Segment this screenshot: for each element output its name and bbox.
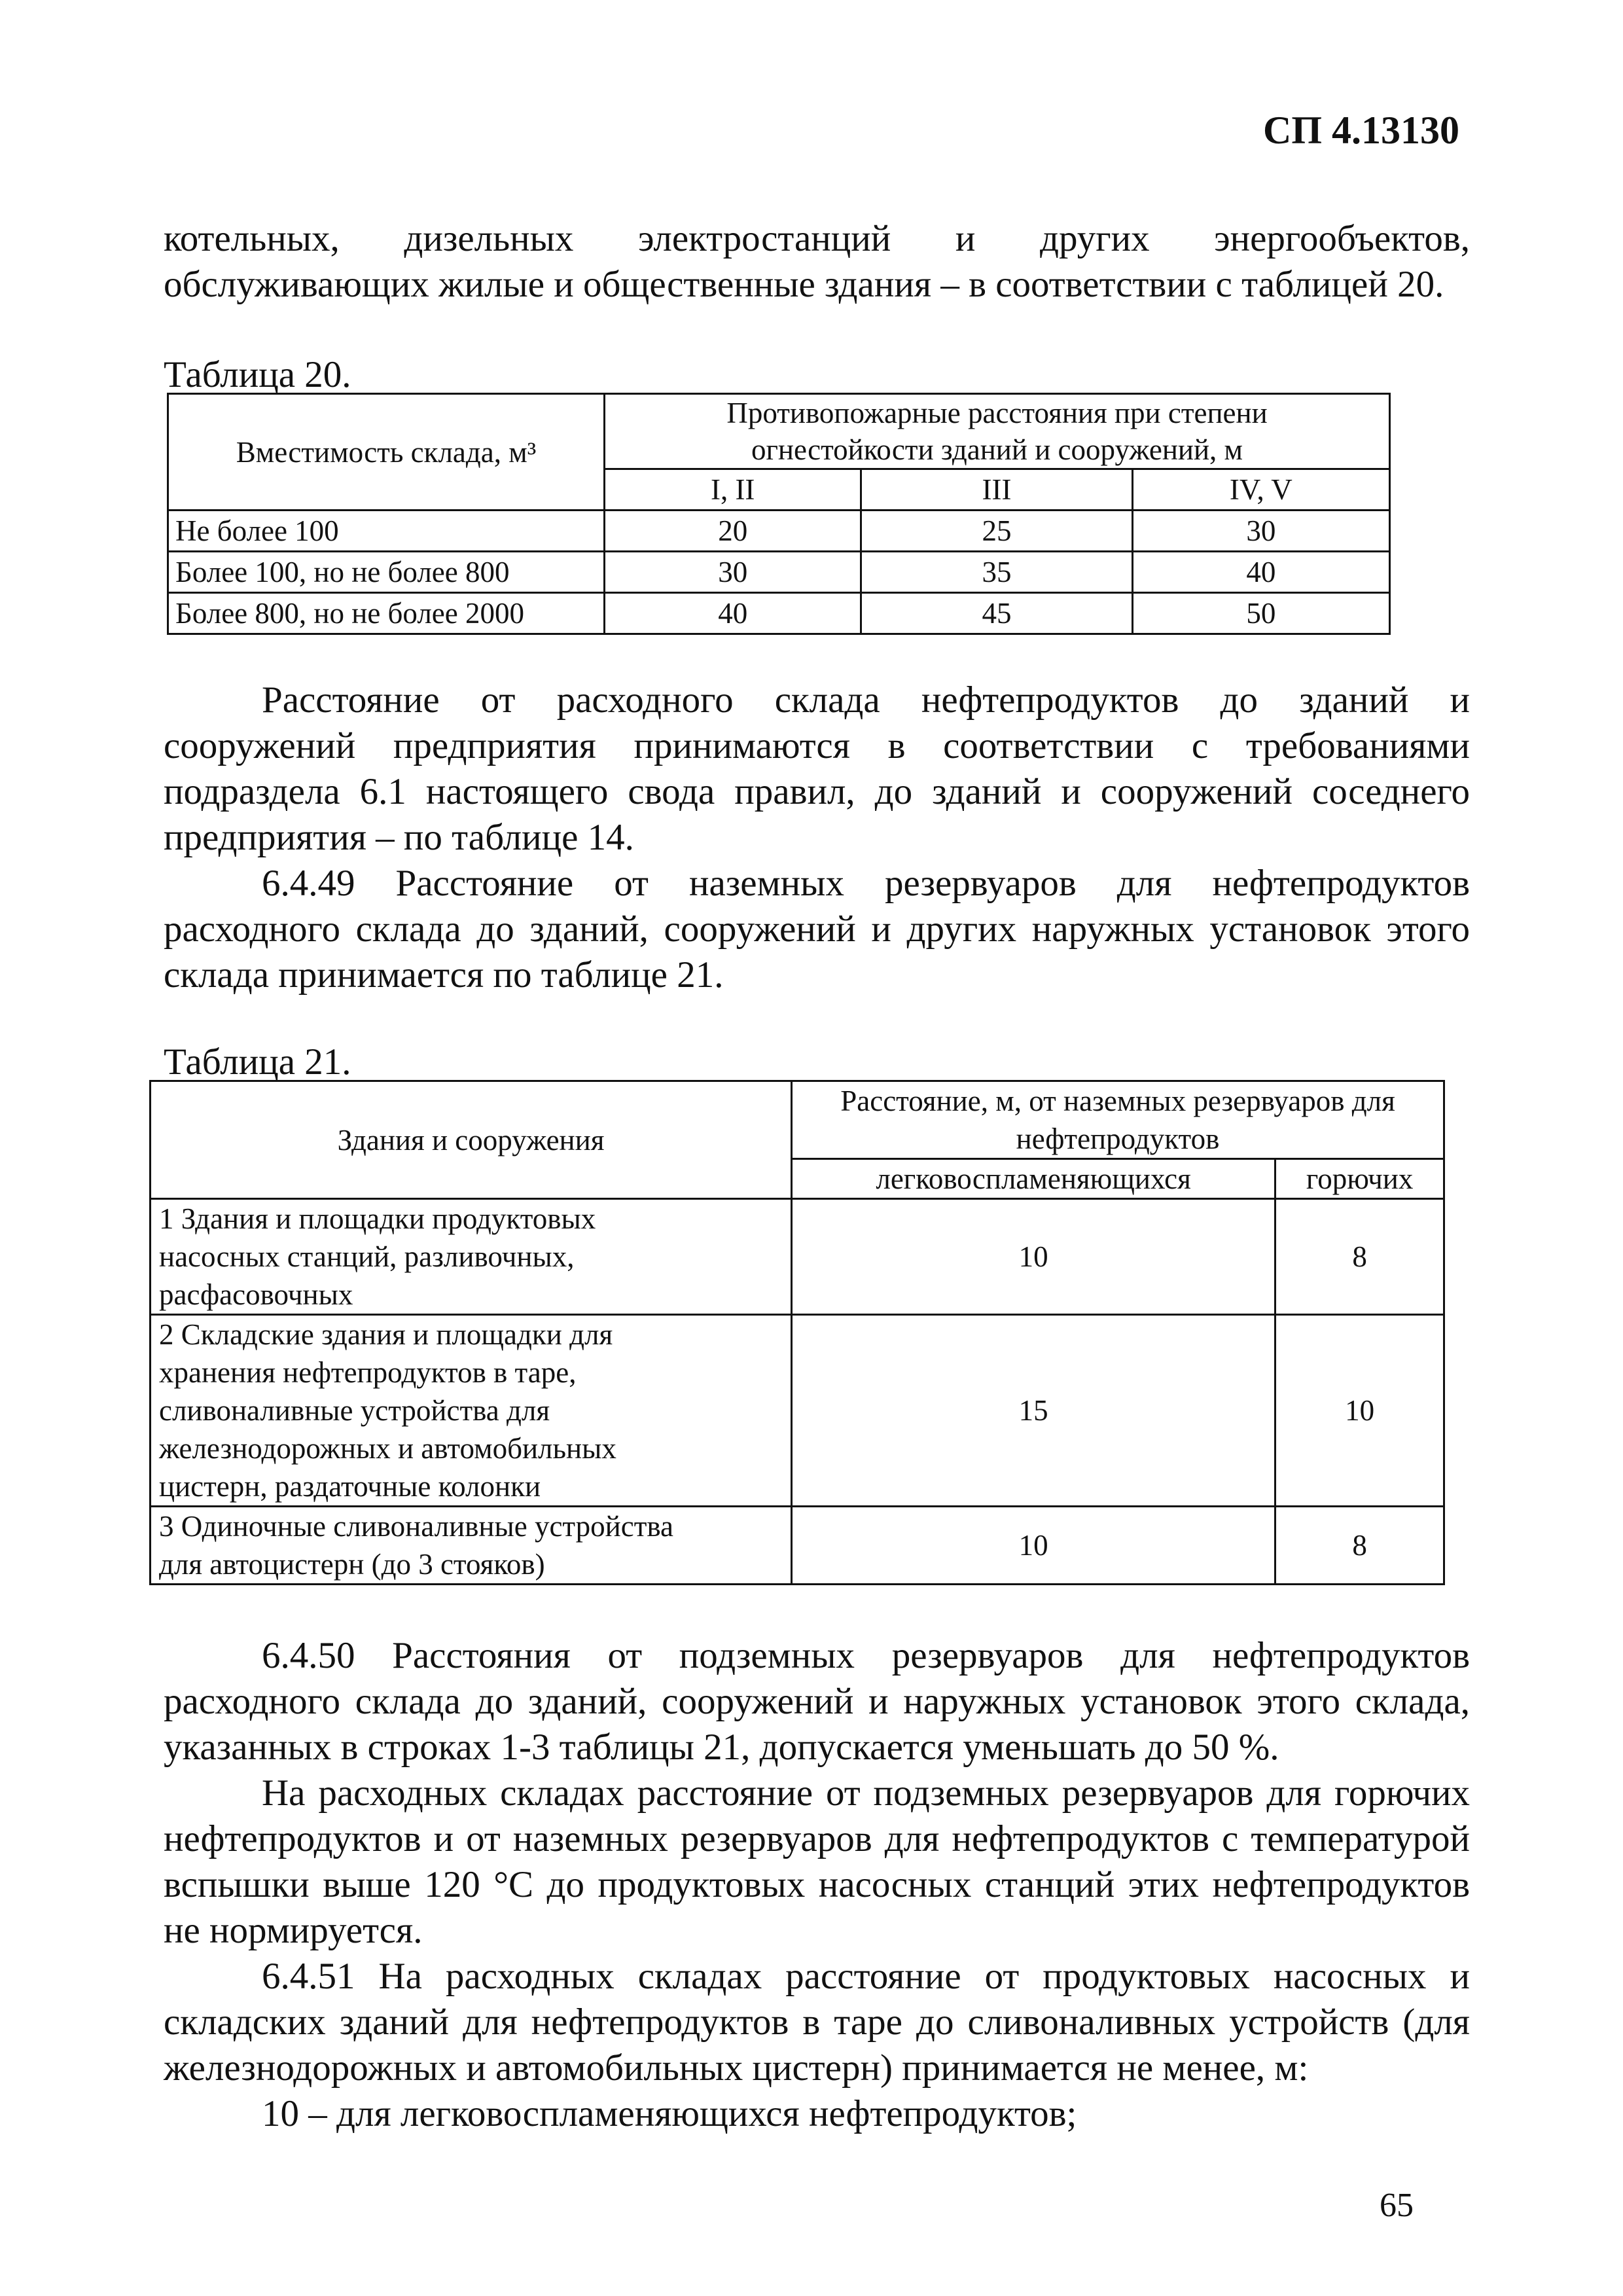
table20-cell: 50 (1132, 593, 1389, 634)
para1-line-1: Расстояние от расходного склада нефтепродуктов до зданий и (262, 679, 1470, 721)
table21-row-label-line: 2 Складские здания и площадки для (159, 1318, 613, 1351)
table21-row-label-line: расфасовочных (159, 1278, 353, 1311)
table21-group-header (792, 1081, 1444, 1159)
table21-group-header-line1: Расстояние, м, от наземных резервуаров для (840, 1085, 1395, 1117)
table20-cell: 20 (605, 511, 861, 552)
table20-row-label: Не более 100 (168, 511, 605, 552)
table20-subheader: IV, V (1132, 469, 1389, 511)
para5-line-1: 6.4.51 На расходных складах расстояние от продуктовых насосных и (262, 1956, 1470, 1997)
table20-cell: 45 (861, 593, 1132, 634)
table21-group-header-line2: нефтепродуктов (1016, 1122, 1220, 1155)
table21-cell: 8 (1275, 1199, 1444, 1315)
page-number: 65 (1380, 2187, 1414, 2224)
table-row (168, 511, 1390, 552)
document-code: СП 4.13130 (1263, 109, 1459, 152)
intro-line-2: обслуживающих жилые и общественные здания – в соответствии с таблицей 20. (164, 264, 1444, 305)
table21-row-label-line: цистерн, раздаточные колонки (159, 1470, 541, 1503)
table20-group-header-line2: огнестойкости зданий и сооружений, м (751, 433, 1243, 466)
table-row (151, 1315, 1444, 1507)
intro-line-1: котельных, дизельных электростанций и других энергообъектов, (164, 218, 1470, 259)
table-row (168, 552, 1390, 593)
table21-header-row (151, 1081, 1444, 1159)
table-row (151, 1199, 1444, 1315)
table20-subheader: I, II (605, 469, 861, 511)
table20-cell: 40 (605, 593, 861, 634)
para5-line-2: складских зданий для нефтепродуктов в таре до сливоналивных устройств (для (164, 2001, 1470, 2043)
para4-line-3: вспышки выше 120 °С до продуктовых насосных станций этих нефтепродуктов (164, 1864, 1470, 1905)
table21-row-label (151, 1507, 792, 1585)
table21-row-label (151, 1315, 792, 1507)
table20-caption: Таблица 20. (164, 354, 351, 395)
para3-line-1: 6.4.50 Расстояния от подземных резервуаров для нефтепродуктов (262, 1635, 1470, 1676)
para1-line-4: предприятия – по таблице 14. (164, 817, 634, 858)
table21-subheader: горючих (1275, 1159, 1444, 1199)
para1-line-2: сооружений предприятия принимаются в соответствии с требованиями (164, 725, 1470, 766)
table21-cell: 8 (1275, 1507, 1444, 1585)
table20-cell: 25 (861, 511, 1132, 552)
table20-cell: 40 (1132, 552, 1389, 593)
table21-row-label (151, 1199, 792, 1315)
table21-row-label-line: 3 Одиночные сливоналивные устройства (159, 1510, 673, 1543)
para1-line-3: подраздела 6.1 настоящего свода правил, до зданий и сооружений соседнего (164, 771, 1470, 812)
table21-cell: 15 (792, 1315, 1275, 1507)
table20-cell: 30 (605, 552, 861, 593)
table20-cell: 35 (861, 552, 1132, 593)
table21-row-label-line: для автоцистерн (до 3 стояков) (159, 1548, 545, 1581)
table21-caption: Таблица 21. (164, 1041, 351, 1083)
table21-col1-header-text: Здания и сооружения (337, 1123, 605, 1157)
table21-row-label-line: насосных станций, разливочных, (159, 1240, 575, 1273)
table-row (151, 1507, 1444, 1585)
table-21 (149, 1080, 1445, 1585)
table20-row-label: Более 800, но не более 2000 (168, 593, 605, 634)
table-row (168, 593, 1390, 634)
para5-line-4: 10 – для легковоспламеняющихся нефтепродуктов; (262, 2093, 1077, 2134)
para3-line-2: расходного склада до зданий, сооружений и наружных установок этого склада, (164, 1681, 1470, 1722)
table21-row-label-line: 1 Здания и площадки продуктовых (159, 1202, 596, 1235)
table21-row-label-line: хранения нефтепродуктов в таре, (159, 1356, 577, 1389)
table21-row-label-line: сливоналивные устройства для (159, 1394, 550, 1427)
table20-group-header (605, 394, 1390, 469)
table20-group-header-line1: Противопожарные расстояния при степени (726, 397, 1268, 429)
para4-line-1: На расходных складах расстояние от подземных резервуаров для горючих (262, 1772, 1470, 1814)
table21-cell: 10 (1275, 1315, 1444, 1507)
table20-col1-header (168, 394, 605, 511)
table20-subheader: III (861, 469, 1132, 511)
table21-cell: 10 (792, 1199, 1275, 1315)
para5-line-3: железнодорожных и автомобильных цистерн) принимается не менее, м: (164, 2047, 1309, 2089)
table20-header-row (168, 394, 1390, 469)
table21-col1-header (151, 1081, 792, 1199)
para4-line-4: не нормируется. (164, 1910, 423, 1951)
table-20 (167, 393, 1391, 635)
table20-row-label: Более 100, но не более 800 (168, 552, 605, 593)
para2-line-2: расходного склада до зданий, сооружений и других наружных установок этого (164, 908, 1470, 950)
para3-line-3: указанных в строках 1-3 таблицы 21, допускается уменьшать до 50 %. (164, 1727, 1279, 1768)
para2-line-1: 6.4.49 Расстояние от наземных резервуаров для нефтепродуктов (262, 863, 1470, 904)
para2-line-3: склада принимается по таблице 21. (164, 954, 724, 996)
table21-row-label-line: железнодорожных и автомобильных (159, 1432, 616, 1465)
table21-subheader: легковоспламеняющихся (792, 1159, 1275, 1199)
table20-col1-header-text: Вместимость склада, м³ (236, 435, 537, 469)
table21-cell: 10 (792, 1507, 1275, 1585)
para4-line-2: нефтепродуктов и от наземных резервуаров для нефтепродуктов с температурой (164, 1818, 1470, 1859)
table20-cell: 30 (1132, 511, 1389, 552)
